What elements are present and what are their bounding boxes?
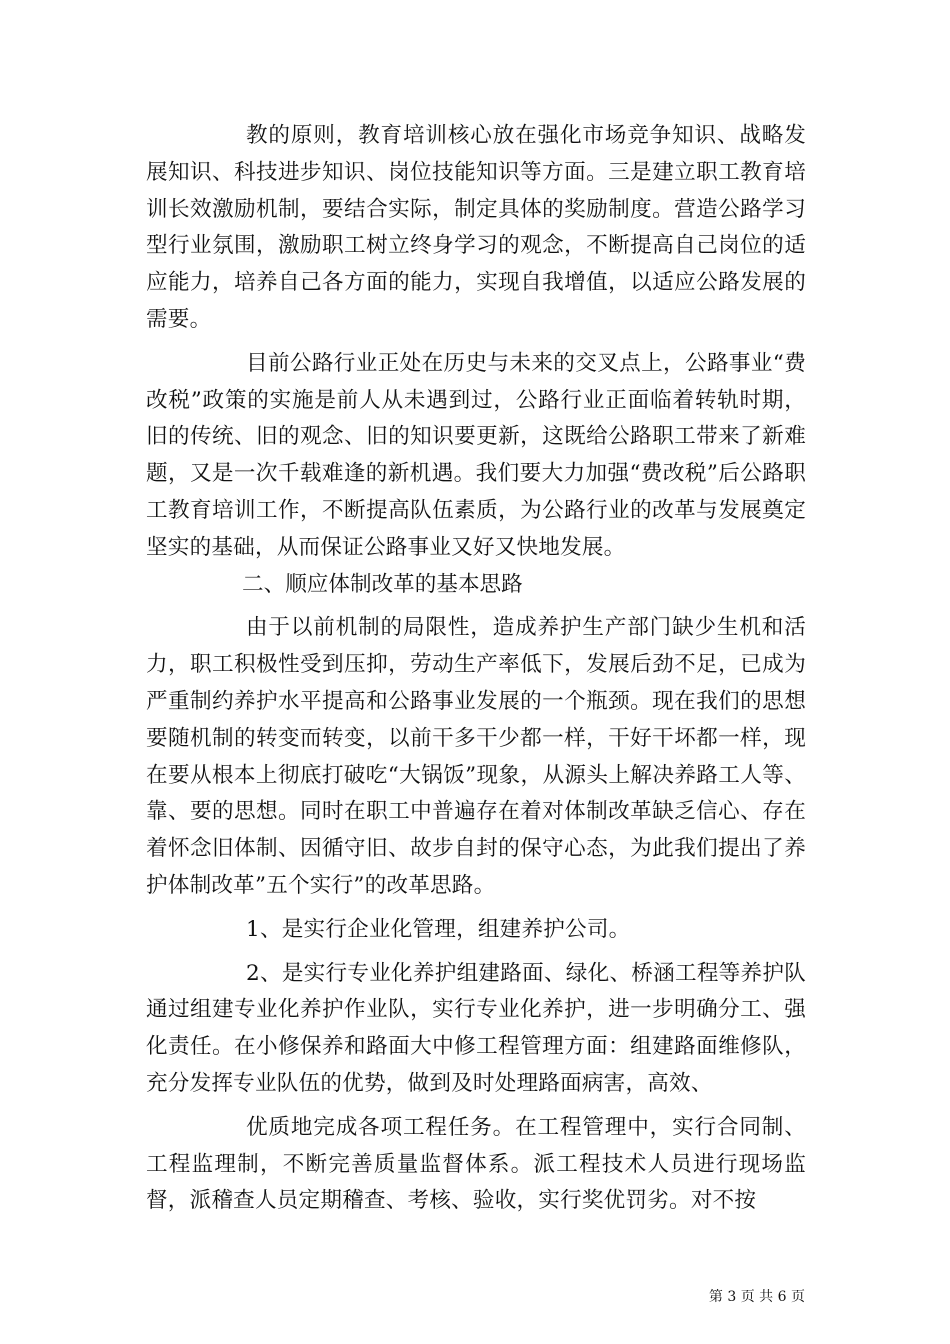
page-number-footer: 第 3 页 共 6 页 <box>708 1289 805 1305</box>
list-item-professional-maintenance: 2、是实行专业化养护组建路面、绿化、桥涵工程等养护队通过组建专业化养护作业队，实行专业化养护，进一步明确分工、强化责任。在小修保养和路面大中修工程管理方面：组建路面维修队，充分发挥专业队伍的优势，做到及时处理路面病害，高效、 <box>146 960 806 1096</box>
paragraph-training-principles: 教的原则，教育培训核心放在强化市场竞争知识、战略发展知识、科技进步知识、岗位技能知识等方面。三是建立职工教育培训长效激励机制，要结合实际，制定具体的奖励制度。营造公路学习型行业氛围，激励职工树立终身学习的观念，不断提高自己岗位的适应能力，培养自己各方面的能力，实现自我增值，以适应公路发展的需要。 <box>146 123 806 332</box>
list-item-enterprise-management: 1、是实行企业化管理，组建养护公司。 <box>246 916 631 942</box>
section-heading-system-reform: 二、顺应体制改革的基本思路 <box>242 571 523 597</box>
paragraph-project-management: 优质地完成各项工程任务。在工程管理中，实行合同制、工程监理制，不断完善质量监督体系。派工程技术人员进行现场监督，派稽查人员定期稽查、考核、验收，实行奖优罚劣。对不按 <box>146 1114 806 1214</box>
paragraph-reform-ideas: 由于以前机制的局限性，造成养护生产部门缺少生机和活力，职工积极性受到压抑，劳动生产率低下，发展后劲不足，已成为严重制约养护水平提高和公路事业发展的一个瓶颈。现在我们的思想要随机制的转变而转变，以前干多干少都一样，干好干坏都一样，现在要从根本上彻底打破吃“大锅饭”现象，从源头上解决养路工人等、靠、要的思想。同时在职工中普遍存在着对体制改革缺乏信心、存在着怀念旧体制、因循守旧、故步自封的保守心态，为此我们提出了养护体制改革”五个实行”的改革思路。 <box>146 615 806 898</box>
paragraph-tax-reform: 目前公路行业正处在历史与未来的交叉点上，公路事业“费改税”政策的实施是前人从未遇到过，公路行业正面临着转轨时期，旧的传统、旧的观念、旧的知识要更新，这既给公路职工带来了新难题，又是一次千载难逢的新机遇。我们要大力加强“费改税”后公路职工教育培训工作，不断提高队伍素质，为公路行业的改革与发展奠定坚实的基础，从而保证公路事业又好又快地发展。 <box>146 350 806 560</box>
document-body <box>146 118 806 1220</box>
